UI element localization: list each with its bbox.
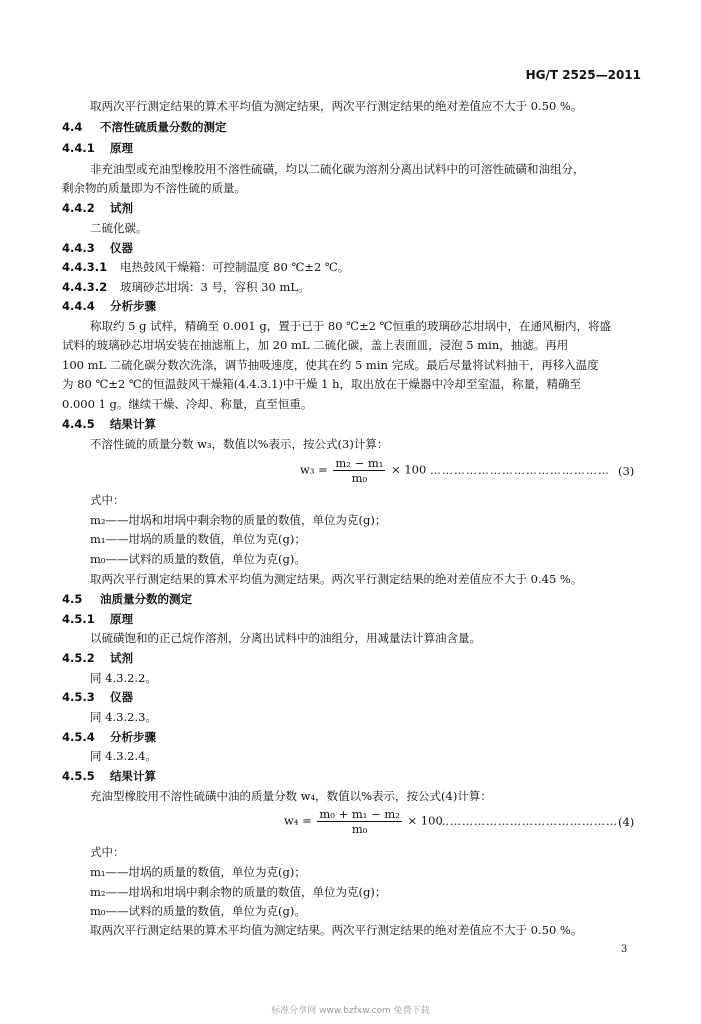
formula-4-label: (4)	[618, 815, 635, 829]
formula-4	[284, 807, 443, 836]
variable-definition: m₀——试料的质量的数值，单位为克(g)。	[90, 552, 306, 566]
paragraph-line: 试料的玻璃砂芯坩埚安装在抽滤瓶上，加 20 mL 二硫化碳，盖上表面皿，浸泡 5 min，抽滤。再用	[62, 338, 569, 352]
watermark-footer: 标准分享网 www.bzfxw.com 免费下载	[271, 1006, 430, 1016]
formula-3-label: (3)	[618, 464, 635, 478]
section-heading-4-4: 4.4 不溶性硫质量分数的测定	[62, 120, 227, 134]
paragraph-line: 为 80 ℃±2 ℃的恒温鼓风干燥箱(4.4.3.1)中干燥 1 h，取出放在干燥器中冷却至室温，称量，精确至	[62, 377, 582, 391]
formula-4-rhs: × 100	[407, 813, 443, 828]
formula-3	[300, 456, 426, 485]
formula-3-lhs: w₃ =	[300, 462, 328, 477]
result-statement-3: 取两次平行测定结果的算术平均值为测定结果。两次平行测定结果的绝对差值应不大于 0.50 %。	[90, 923, 583, 937]
paragraph-line: 同 4.3.2.2。	[90, 671, 157, 685]
variable-definition: m₁——坩埚的质量的数值，单位为克(g)；	[90, 865, 306, 879]
paragraph-line: 剩余物的质量即为不溶性硫的质量。	[62, 181, 246, 195]
result-statement-2: 取两次平行测定结果的算术平均值为测定结果。两次平行测定结果的绝对差值应不大于 0.45 %。	[90, 572, 583, 586]
paragraph-line: 非充油型或充油型橡胶用不溶性硫磺，均以二硫化碳为溶剂分离出试料中的可溶性硫磺和油组分，	[90, 162, 585, 176]
formula-4-leader: ………………………………………	[438, 815, 618, 828]
formula-3-fraction: $\frac{\text{m₂ − m₁}}{\text{m₀}}$	[335, 456, 384, 485]
where-label: 式中：	[90, 493, 125, 507]
section-heading-4-4-2: 4.4.2 试剂	[62, 201, 133, 215]
standard-code-header: HG/T 2525—2011	[525, 68, 641, 82]
apparatus-item-4-4-3-1: 4.4.3.1 电热鼓风干燥箱：可控制温度 80 ℃±2 ℃。	[62, 260, 350, 274]
section-heading-4-5: 4.5 油质量分数的测定	[62, 592, 192, 606]
section-heading-4-5-1: 4.5.1 原理	[62, 612, 133, 626]
section-heading-4-5-3: 4.5.3 仪器	[62, 690, 133, 704]
paragraph-line: 不溶性硫的质量分数 w₃，数值以%表示，按公式(3)计算：	[90, 437, 389, 451]
section-heading-4-5-2: 4.5.2 试剂	[62, 651, 133, 665]
result-statement-1: 取两次平行测定结果的算术平均值为测定结果，两次平行测定结果的绝对差值应不大于 0.50 %。	[90, 99, 583, 113]
page-number: 3	[621, 944, 628, 955]
section-heading-4-4-3: 4.4.3 仪器	[62, 241, 133, 255]
section-heading-4-4-5: 4.4.5 结果计算	[62, 417, 156, 431]
formula-3-leader: ………………………………………	[430, 464, 610, 477]
section-heading-4-5-4: 4.5.4 分析步骤	[62, 730, 156, 744]
where-label: 式中：	[90, 845, 125, 859]
variable-definition: m₂——坩埚和坩埚中剩余物的质量的数值，单位为克(g)；	[90, 885, 387, 899]
section-heading-4-4-1: 4.4.1 原理	[62, 141, 133, 155]
section-heading-4-5-5: 4.5.5 结果计算	[62, 769, 156, 783]
paragraph-line: 同 4.3.2.4。	[90, 749, 157, 763]
variable-definition: m₂——坩埚和坩埚中剩余物的质量的数值，单位为克(g)；	[90, 513, 387, 527]
formula-4-lhs: w₄ =	[284, 813, 312, 828]
paragraph-line: 称取约 5 g 试样，精确至 0.001 g，置于已于 80 ℃±2 ℃恒重的玻璃砂芯坩埚中，在通风橱内，将盛	[90, 319, 612, 333]
section-heading-4-4-4: 4.4.4 分析步骤	[62, 299, 156, 313]
paragraph-line: 同 4.3.2.3。	[90, 710, 157, 724]
apparatus-item-4-4-3-2: 4.4.3.2 玻璃砂芯坩埚：3 号，容积 30 mL。	[62, 280, 310, 294]
variable-definition: m₀——试料的质量的数值，单位为克(g)。	[90, 904, 306, 918]
variable-definition: m₁——坩埚的质量的数值，单位为克(g)；	[90, 532, 306, 546]
paragraph-line: 以硫磺饱和的正己烷作溶剂，分离出试料中的油组分，用减量法计算油含量。	[90, 631, 481, 645]
paragraph-line: 充油型橡胶用不溶性硫磺中油的质量分数 w₄，数值以%表示，按公式(4)计算：	[90, 789, 492, 803]
paragraph-line: 100 mL 二硫化碳分数次洗涤，调节抽吸速度，使其在约 5 min 完成。最后尽量将试料抽干，再移入温度	[62, 358, 599, 372]
paragraph-line: 0.000 1 g。继续干燥、冷却、称量，直至恒重。	[62, 397, 313, 411]
formula-3-rhs: × 100	[391, 462, 427, 477]
formula-4-fraction: $\frac{\text{m₀ + m₁ − m₂}}{\text{m₀}}$	[319, 807, 400, 836]
paragraph-line: 二硫化碳。	[90, 221, 148, 235]
